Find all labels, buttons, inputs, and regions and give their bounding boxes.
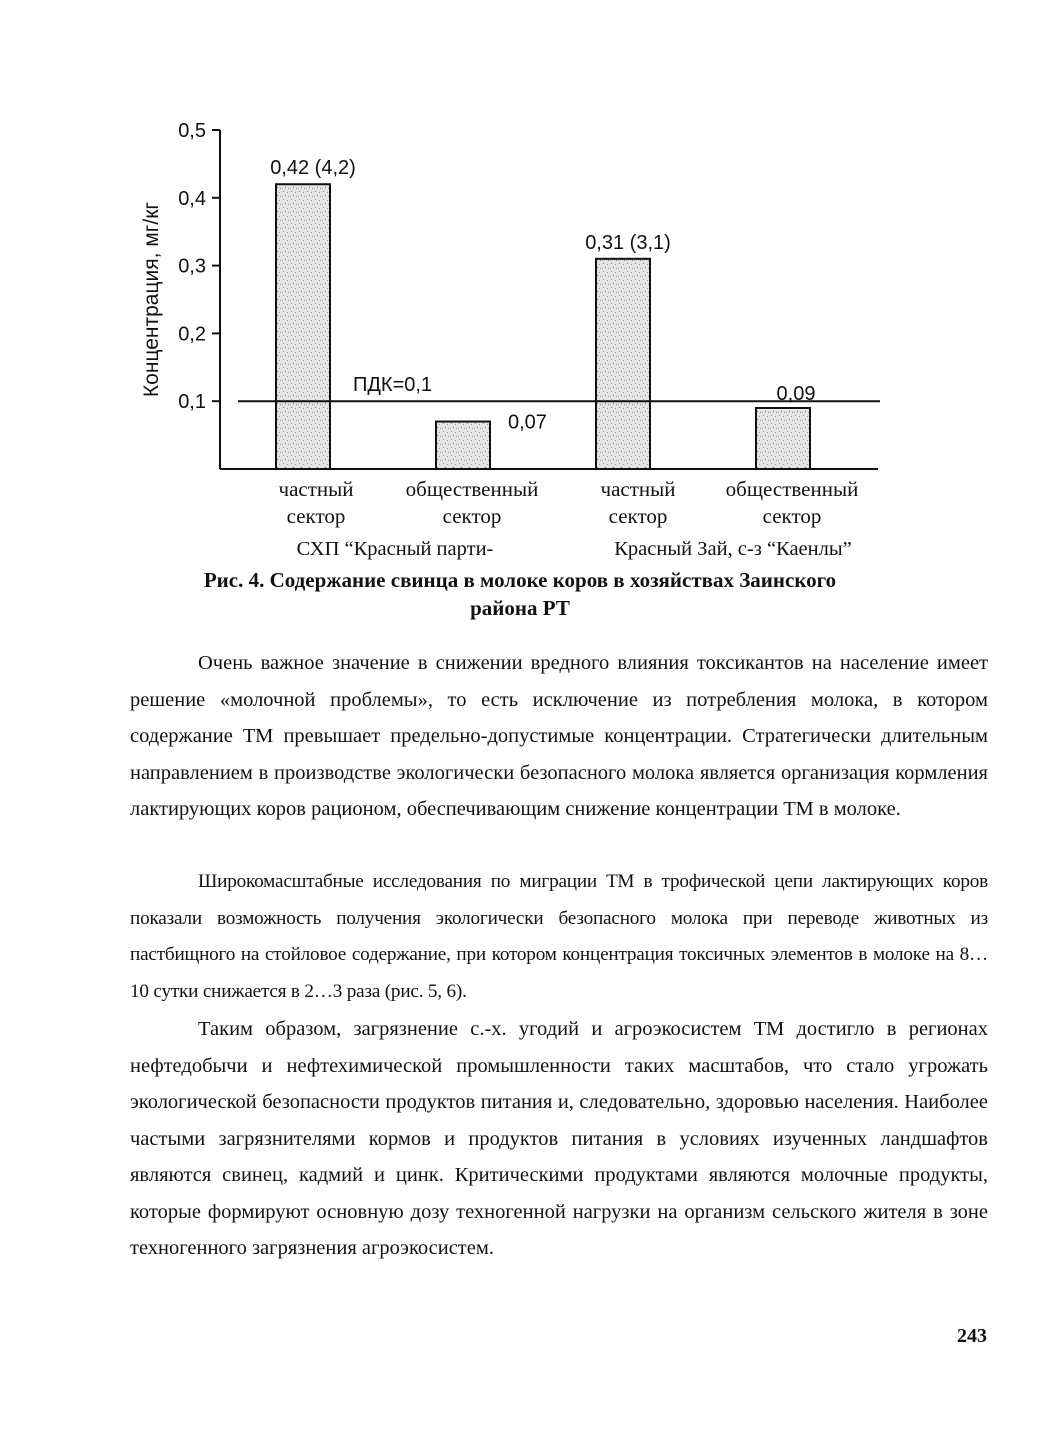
- paragraph-3: Таким образом, загрязнение с.-х. угодий и агроэкосистем ТМ достигло в регионах нефтедобычи и нефтехимической промышленности таких масштабов, что стало угрожать экологической безопасности продуктов питания и, следовательно, здоровью населения. Наиболее частыми загрязнителями кормов и продуктов питания в условиях изученных ландшафтов являются свинец, кадмий и цинк. Критическими продуктами являются молочные продукты, которые формируют основную дозу техногенной нагрузки на организм сельского жителя в зоне техногенного загрязнения агроэкосистем.: [130, 1018, 988, 1259]
- y-tick-label: 0,3: [178, 255, 206, 278]
- paragraph-1: Очень важное значение в снижении вредного влияния токсикантов на население имеет решение «молочной проблемы», то есть исключение из потребления молока, в котором содержание ТМ превышает предельно-допустимые концентрации. Стратегически длительным направлением в производстве экологически безопасного молока является организация кормления лактирующих коров рационом, обеспечивающим снижение концентрации ТМ в молоке.: [130, 652, 988, 820]
- data-label: 0,07: [508, 411, 547, 434]
- data-label: 0,31 (3,1): [585, 231, 671, 254]
- bar: [436, 422, 490, 469]
- group-label: Красный Зай, с-з “Каенлы”: [614, 538, 852, 560]
- y-tick-label: 0,1: [178, 391, 206, 414]
- bar: [276, 184, 330, 469]
- category-label-line-1: частный: [278, 477, 354, 501]
- y-tick-label: 0,4: [178, 187, 206, 210]
- category-label-line-2: сектор: [608, 504, 668, 528]
- lead-in-milk-bar-chart: [130, 110, 910, 580]
- category-label-line-2: сектор: [286, 504, 346, 528]
- y-tick-label: 0,5: [178, 120, 206, 142]
- figure-caption: [130, 566, 910, 622]
- bar: [596, 259, 650, 469]
- data-label: 0,09: [776, 382, 816, 405]
- y-tick-label: 0,2: [178, 323, 206, 346]
- paragraph-2: Широкомасштабные исследования по миграции ТМ в трофической цепи лактирующих коров показали возможность получения экологически безопасного молока при переводе животных из пастбищного на стойловое содержание, при котором концентрация токсичных элементов в молоке на 8…10 сутки снижается в 2…3 раза (рис. 5, 6).: [130, 871, 988, 1002]
- reference-line-label: ПДК=0,1: [353, 374, 433, 397]
- group-label: СХП “Красный парти-: [296, 538, 494, 560]
- category-label-line-2: сектор: [762, 504, 822, 528]
- data-label: 0,42 (4,2): [270, 157, 356, 180]
- page-number: 243: [957, 1325, 987, 1347]
- bar: [756, 408, 810, 469]
- figure-caption-line-2: района РТ: [470, 596, 570, 620]
- category-label-line-1: общественный: [725, 477, 859, 501]
- category-label-line-1: частный: [600, 477, 676, 501]
- category-label-line-1: общественный: [405, 477, 539, 501]
- y-axis-label: Концентрация, мг/кг: [140, 201, 163, 398]
- category-label-line-2: сектор: [442, 504, 502, 528]
- figure-caption-line-1: Рис. 4. Содержание свинца в молоке коров в хозяйствах Заинского: [203, 568, 837, 592]
